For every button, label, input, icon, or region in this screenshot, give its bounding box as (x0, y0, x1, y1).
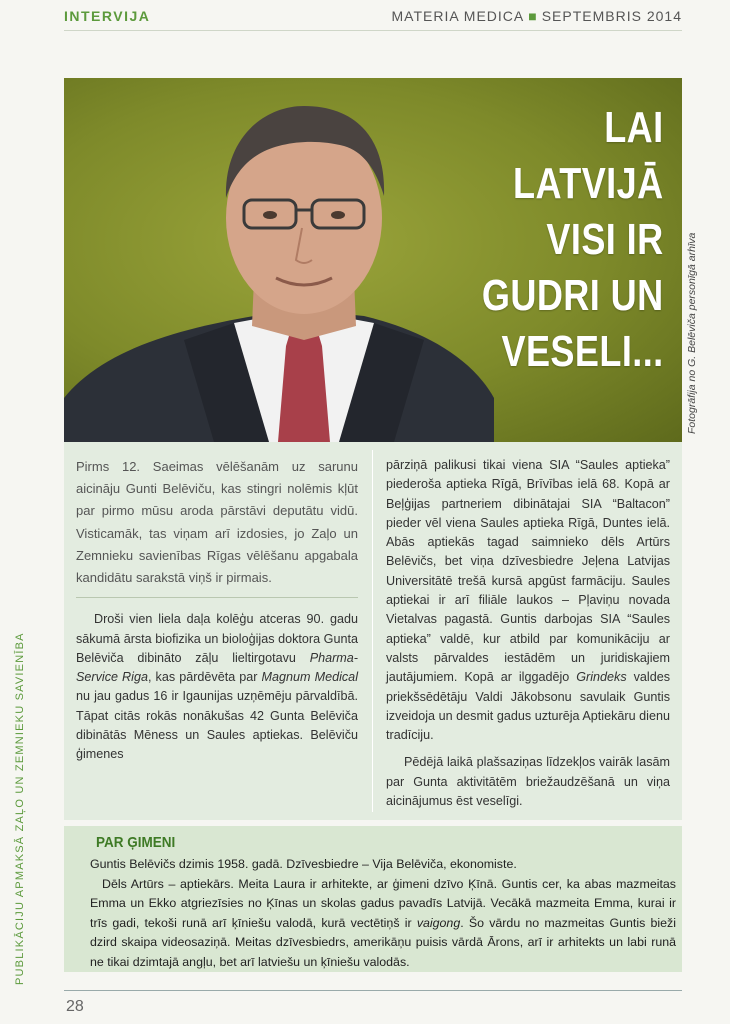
text-run: nu jau gadus 16 ir Igaunijas uzņēmēju pārvaldībā. Tāpat citās rokās nonākušas 42 Gunta Belēviča dibinātās Mēness un Saules aptiekas. Belēviču ģimenes (76, 689, 358, 762)
issue-date: SEPTEMBRIS 2014 (541, 8, 682, 24)
page-number: 28 (66, 998, 84, 1015)
family-paragraph: Guntis Belēvičs dzimis 1958. gadā. Dzīvesbiedre – Vija Belēviča, ekonomiste. (90, 857, 517, 871)
text-run: , kas pārdēvēta par (147, 670, 262, 685)
headline-line: GUDRI UN (482, 271, 664, 320)
publication-name: MATERIA MEDICA (391, 8, 525, 24)
article-paragraph (386, 456, 670, 745)
separator-square-icon: ■ (528, 8, 538, 24)
emphasized-word: vaigong (416, 915, 461, 930)
family-box-text (90, 855, 676, 973)
family-box (64, 826, 682, 972)
publication-header (391, 8, 682, 24)
company-name: Grindeks (576, 670, 627, 685)
text-run: . Šo vārdu no mazmeitas Guntis bieži dzird skaipa videosaziņā. Meitas dzīvesbiedrs, amerikāņu puisis vārdā Ārons, arī ir arhitekts un labi runā ne tikai dzimtajā angļu, bet arī latviešu un ķīniešu valodās. (90, 915, 676, 969)
headline-line: LAI (604, 103, 664, 152)
article-column-left (76, 456, 358, 773)
section-label: INTERVIJA (64, 8, 151, 24)
headline-line: VESELI... (501, 327, 664, 376)
article-body (64, 442, 682, 820)
text-run: valdes priekšsēdētāju Valdi Jākobsonu savulaik Guntis izveidoja un desmit gadus uzturēja Aptiekāru dienu tradīciju. (386, 670, 670, 743)
headline-line: LATVIJĀ (513, 159, 664, 208)
family-box-title: PAR ĢIMENI (96, 834, 176, 851)
intro-divider (76, 597, 358, 598)
family-paragraph (90, 875, 676, 973)
hero-photo (64, 78, 682, 442)
photo-credit: Fotogrāfija no G. Belēviča personīgā arhīva (686, 232, 698, 434)
header-divider (64, 30, 682, 31)
article-paragraph (76, 610, 358, 764)
article-headline (442, 100, 664, 380)
text-run: Dēls Artūrs – aptiekārs. Meita Laura ir arhitekte, ar ģimeni dzīvo Ķīnā. Guntis cer, ka abas mazmeitas Emma un Ekko atgriezīsies no Ķīnas un skolas gadus pavadīs Latvijā. Vecākā mazmeita Emma, kurai ir trīs gadi, tekoši runā arī ķīniešu valodā, kurā vectētiņš ir (90, 876, 676, 930)
footer-divider (64, 990, 682, 991)
text-run: Droši vien liela daļa kolēģu atceras 90. gadu sākumā ārsta biofizika un bioloģijas doktora Gunta Belēviča dibināto zāļu lieltirgotavu (76, 612, 358, 665)
portrait-image (64, 78, 494, 442)
sponsor-side-label: PUBLIKĀCIJU APMAKSĀ ZAĻO UN ZEMNIEKU SAVIENĪBA (14, 632, 26, 985)
article-column-right (386, 456, 670, 819)
article-intro: Pirms 12. Saeimas vēlēšanām uz sarunu aicināju Gunti Belēviču, kas stingri nolēmis kļūt par pirmo mūsu aroda pārstāvi deputātu vidū. Visticamāk, tas viņam arī izdosies, jo Zaļo un Zemnieku savienības Rīgas vēlēšanu apgabala kandidātu sarakstā viņš ir pirmais. (76, 459, 358, 586)
headline-line: VISI IR (546, 215, 664, 264)
article-paragraph: Pēdējā laikā plašsaziņas līdzekļos vairāk lasām par Gunta aktivitātēm briežaudzēšanā un viņa aicinājumus ēst veselīgi. (386, 755, 670, 809)
column-divider (372, 450, 373, 812)
company-name: Pharma-Service Riga (76, 650, 358, 685)
text-run: pārziņā palikusi tikai viena SIA “Saules aptieka” piederoša aptieka Rīgā, Brīvības ielā 68. Kopā ar Beļģijas partneriem dibinātajai SIA “Baltacon” pieder vēl viena Saules aptieka Rīgā, Duntes ielā. Abās aptiekās tagad saimnieko dēls Artūrs Belēvičs, bet viņa dzīvesbiedre Jeļena Latvijas Universitātē trešā kursā apgūst farmāciju. Saules aptiekai ir arī filiāle laukos – Pļaviņu novada Vietalvas pagastā. Guntis darbojas SIA “Saules aptieka” valdē, kur atbild par komunikāciju ar valsts pārvaldes iestādēm un juridiskajiem jautājumiem. Kopā ar ilggadējo (386, 458, 670, 685)
company-name: Magnum Medical (261, 670, 358, 685)
